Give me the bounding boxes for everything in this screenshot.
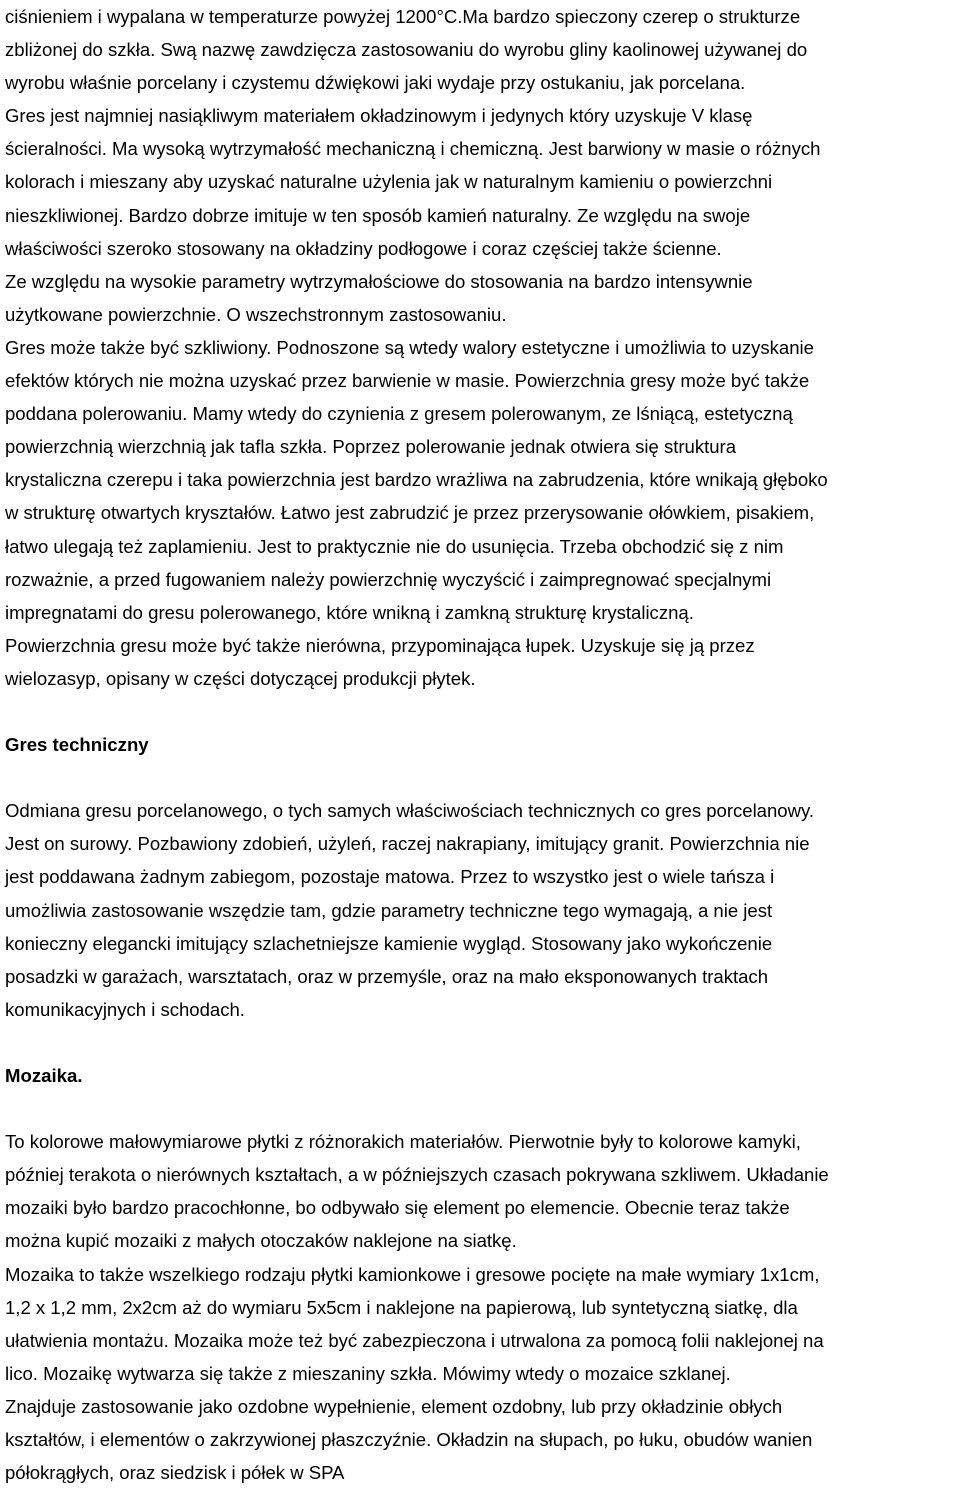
document-page (5, 0, 957, 1489)
text-line: później terakota o nierównych kształtach, a w późniejszych czasach pokrywana szkliwem. Układanie (5, 1164, 829, 1186)
text-line: ułatwienia montażu. Mozaika może też być zabezpieczona i utrwalona za pomocą folii naklejonej na (5, 1329, 824, 1351)
heading-gres-techniczny: Gres techniczny (5, 734, 149, 756)
text-line: krystaliczna czerepu i taka powierzchnia jest bardzo wrażliwa na zabrudzenia, które wnikają głęboko (5, 469, 828, 491)
paragraph-gres-techniczny (5, 794, 957, 1026)
text-line: łatwo ulegają też zaplamieniu. Jest to praktycznie nie do usunięcia. Trzeba obchodzić się z nim (5, 535, 784, 557)
text-line: mozaiki było bardzo pracochłonne, bo odbywało się element po elemencie. Obecnie teraz także (5, 1197, 790, 1219)
text-line: Jest on surowy. Pozbawiony zdobień, użyleń, raczej nakrapiany, imitujący granit. Powierzchnia nie (5, 833, 810, 855)
text-line: ścieralności. Ma wysoką wytrzymałość mechaniczną i chemiczną. Jest barwiony w masie o różnych (5, 138, 821, 160)
text-line: lico. Mozaikę wytwarza się także z mieszaniny szkła. Mówimy wtedy o mozaice szklanej. (5, 1362, 731, 1384)
text-line: Odmiana gresu porcelanowego, o tych samych właściwościach technicznych co gres porcelanowy. (5, 800, 815, 822)
paragraph-mozaika (5, 1125, 957, 1489)
text-line: Ze względu na wysokie parametry wytrzymałościowe do stosowania na bardzo intensywnie (5, 270, 753, 292)
text-line: wyrobu właśnie porcelany i czystemu dźwiękowi jaki wydaje przy ostukaniu, jak porcelana. (5, 72, 746, 94)
text-line: Mozaika to także wszelkiego rodzaju płytki kamionkowe i gresowe pocięte na małe wymiary 1x1cm, (5, 1263, 820, 1285)
text-line: rozważnie, a przed fugowaniem należy powierzchnię wyczyścić i zaimpregnować specjalnymi (5, 568, 772, 590)
text-line: efektów których nie można uzyskać przez barwienie w masie. Powierzchnia gresy może być także (5, 370, 810, 392)
text-line: Znajduje zastosowanie jako ozdobne wypełnienie, element ozdobny, lub przy okładzinie obłych (5, 1395, 783, 1417)
text-line: Powierzchnia gresu może być także nierówna, przypominająca łupek. Uzyskuje się ją przez (5, 634, 755, 656)
paragraph-gres-porcelanowy (5, 0, 957, 695)
text-line: jest poddawana żadnym zabiegom, pozostaje matowa. Przez to wszystko jest o wiele tańsza i (5, 866, 775, 888)
text-line: konieczny elegancki imitujący szlachetniejsze kamienie wygląd. Stosowany jako wykończenie (5, 932, 773, 954)
text-line: użytkowane powierzchnie. O wszechstronnym zastosowaniu. (5, 303, 507, 325)
text-line: posadzki w garażach, warsztatach, oraz w przemyśle, oraz na mało eksponowanych traktach (5, 965, 768, 987)
text-line: impregnatami do gresu polerowanego, które wnikną i zamkną strukturę krystaliczną. (5, 601, 694, 623)
text-line: ciśnieniem i wypalana w temperaturze powyżej 1200°C.Ma bardzo spieczony czerep o strukturze (5, 6, 801, 27)
text-line: powierzchnią wierzchnią jak tafla szkła. Poprzez polerowanie jednak otwiera się struktura (5, 436, 737, 458)
text-line: w strukturę otwartych kryształów. Łatwo jest zabrudzić je przez przerysowanie ołówkiem, pisakiem, (5, 502, 815, 524)
text-line: 1,2 x 1,2 mm, 2x2cm aż do wymiaru 5x5cm i naklejone na papierową, lub syntetyczną siatkę, dla (5, 1296, 798, 1318)
text-line: poddana polerowaniu. Mamy wtedy do czynienia z gresem polerowanym, ze lśniącą, estetyczną (5, 403, 793, 425)
text-line: półokrągłych, oraz siedzisk i półek w SPA (5, 1462, 345, 1484)
text-line: Gres może także być szkliwiony. Podnoszone są wtedy walory estetyczne i umożliwia to uzyskanie (5, 336, 814, 358)
heading-mozaika: Mozaika. (5, 1065, 83, 1086)
text-line: wielozasyp, opisany w części dotyczącej produkcji płytek. (5, 667, 476, 689)
text-line: To kolorowe małowymiarowe płytki z różnorakich materiałów. Pierwotnie były to kolorowe kamyki, (5, 1131, 801, 1153)
text-line: właściwości szeroko stosowany na okładziny podłogowe i coraz częściej także ścienne. (5, 237, 722, 259)
text-line: zbliżonej do szkła. Swą nazwę zawdzięcza zastosowaniu do wyrobu gliny kaolinowej używanej do (5, 39, 808, 61)
text-line: nieszkliwionej. Bardzo dobrze imituje w ten sposób kamień naturalny. Ze względu na swoje (5, 204, 751, 226)
text-line: można kupić mozaiki z małych otoczaków naklejone na siatkę. (5, 1230, 517, 1252)
text-line: kolorach i mieszany aby uzyskać naturalne użylenia jak w naturalnym kamieniu o powierzchni (5, 171, 773, 193)
text-line: umożliwia zastosowanie wszędzie tam, gdzie parametry techniczne tego wymagają, a nie jest (5, 899, 773, 921)
text-line: komunikacyjnych i schodach. (5, 998, 245, 1020)
text-line: kształtów, i elementów o zakrzywionej płaszczyźnie. Okładzin na słupach, po łuku, obudów wanien (5, 1429, 813, 1451)
text-line: Gres jest najmniej nasiąkliwym materiałem okładzinowym i jedynych który uzyskuje V klasę (5, 105, 753, 127)
